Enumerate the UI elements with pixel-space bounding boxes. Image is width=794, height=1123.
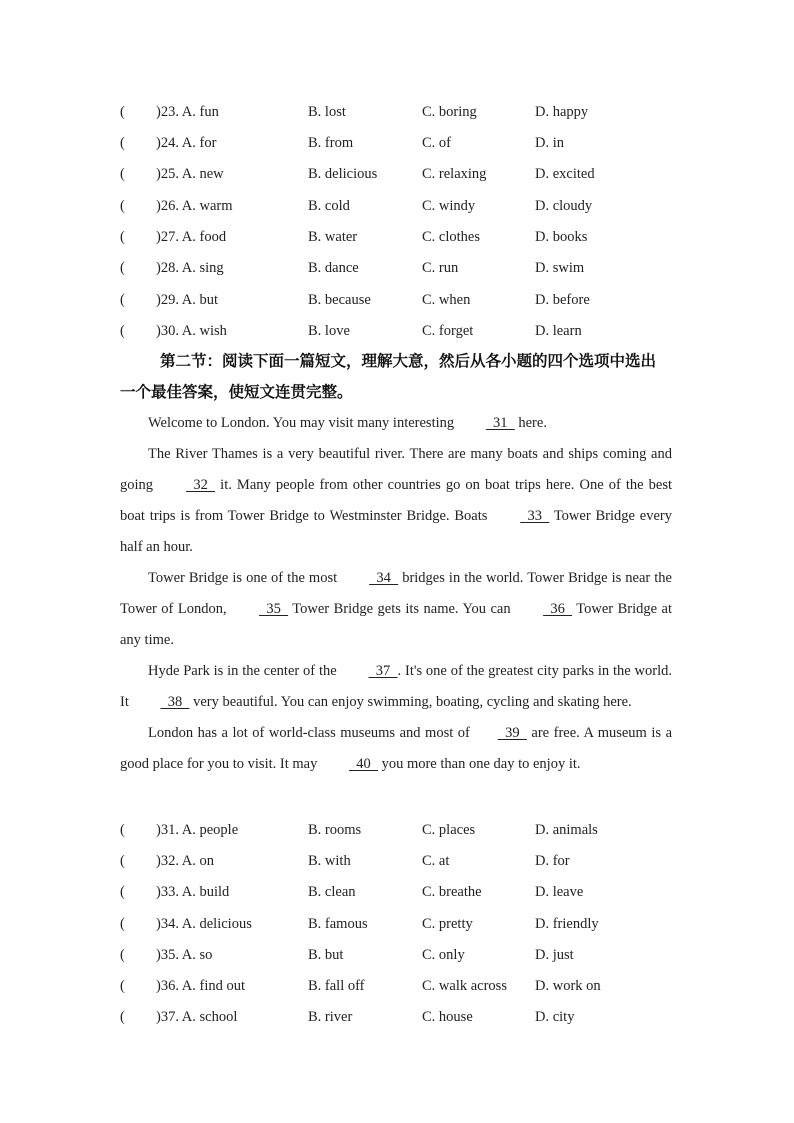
option-b: B. famous [308,916,368,932]
option-a: )24. A. for [156,135,217,151]
blank-40: 40 [348,756,378,772]
passage-text: Tower Bridge is one of the most [148,570,342,586]
passage-text: The River Thames is a very beautiful river. There are many boats and ships coming and going [120,446,672,493]
option-c: C. forget [422,323,474,339]
answer-paren: ( [120,292,125,308]
option-d: D. work on [535,978,601,994]
option-c: C. boring [422,104,477,120]
passage [120,408,672,780]
option-a: )35. A. so [156,947,213,963]
option-d: D. books [535,229,588,245]
option-a: )33. A. build [156,884,230,900]
section-heading-line-2: 一个最佳答案，使短文连贯完整。 [120,383,353,401]
blank-33: 33 [520,508,550,524]
blank-32: 32 [186,477,216,493]
option-b: B. lost [308,104,346,120]
passage-text: Tower Bridge at any time. [120,601,672,648]
passage-text: Tower Bridge every half an hour. [120,508,672,555]
passage-paragraph-3 [120,563,672,656]
answer-paren: ( [120,978,125,994]
answer-paren: ( [120,135,125,151]
option-c: C. at [422,853,450,869]
answer-paren: ( [120,916,125,932]
passage-text: very beautiful. You can enjoy swimming, boating, cycling and skating here. [189,694,632,710]
blank-31: 31 [485,415,515,431]
answer-paren: ( [120,260,125,276]
passage-text: you more than one day to enjoy it. [377,756,581,772]
option-c: C. of [422,135,451,151]
option-a: )28. A. sing [156,260,224,276]
passage-text: are free. A museum is a good place for you to visit. It may [120,725,673,772]
option-a: )36. A. find out [156,978,246,994]
option-c: C. run [422,260,459,276]
passage-paragraph-1 [120,408,672,439]
option-a: )26. A. warm [156,198,233,214]
answer-paren: ( [120,822,125,838]
option-b: B. cold [308,198,350,214]
option-d: D. leave [535,884,584,900]
passage-text: . It's one of the greatest city parks in the world. It [120,663,673,710]
option-a: )31. A. people [156,822,239,838]
option-c: C. windy [422,198,476,214]
option-b: B. clean [308,884,356,900]
option-c: C. when [422,292,471,308]
passage-text: bridges in the world. Tower Bridge is near the Tower of London, [120,570,672,617]
option-a: )27. A. food [156,229,227,245]
option-d: D. for [535,853,570,869]
option-c: C. places [422,822,476,838]
blank-39: 39 [497,725,527,741]
option-d: D. cloudy [535,198,593,214]
answer-paren: ( [120,884,125,900]
option-c: C. only [422,947,465,963]
option-a: )37. A. school [156,1009,238,1025]
passage-text: Welcome to London. You may visit many interesting [148,415,458,431]
passage-text: Tower Bridge gets its name. You can [288,601,516,617]
option-d: D. in [535,135,564,151]
answer-paren: ( [120,166,125,182]
passage-paragraph-5 [120,718,672,780]
option-d: D. swim [535,260,585,276]
option-a: )34. A. delicious [156,916,252,932]
answer-paren: ( [120,323,125,339]
option-c: C. pretty [422,916,473,932]
option-b: B. love [308,323,350,339]
option-b: B. river [308,1009,353,1025]
option-c: C. relaxing [422,166,487,182]
blank-38: 38 [160,694,190,710]
answer-paren: ( [120,198,125,214]
answer-paren: ( [120,229,125,245]
option-b: B. fall off [308,978,365,994]
option-d: D. excited [535,166,595,182]
answer-paren: ( [120,104,125,120]
option-b: B. but [308,947,344,963]
option-c: C. clothes [422,229,480,245]
option-c: C. breathe [422,884,482,900]
option-d: D. just [535,947,574,963]
option-a: )29. A. but [156,292,219,308]
option-b: B. because [308,292,371,308]
option-b: B. dance [308,260,359,276]
blank-34: 34 [369,570,399,586]
option-b: B. water [308,229,358,245]
passage-text: Hyde Park is in the center of the [148,663,341,679]
blank-36: 36 [543,601,573,617]
option-c: C. house [422,1009,473,1025]
passage-text: London has a lot of world-class museums and most of [148,725,470,741]
passage-paragraph-2 [120,439,672,563]
answer-paren: ( [120,853,125,869]
option-a: )23. A. fun [156,104,219,120]
passage-text: it. Many people from other countries go on boat trips here. One of the best boat trips is from Tower Bridge to Westminster Bridge. Boats [120,477,673,524]
section-heading-line-1: 第二节：阅读下面一篇短文，理解大意，然后从各小题的四个选项中选出 [160,352,657,370]
option-d: D. city [535,1009,575,1025]
answer-paren: ( [120,947,125,963]
option-b: B. with [308,853,351,869]
passage-paragraph-4 [120,656,672,718]
option-b: B. delicious [308,166,378,182]
blank-37: 37 [368,663,398,679]
option-a: )25. A. new [156,166,224,182]
option-a: )30. A. wish [156,323,227,339]
option-d: D. before [535,292,590,308]
option-b: B. from [308,135,354,151]
answer-paren: ( [120,1009,125,1025]
section-heading [120,346,675,408]
blank-35: 35 [259,601,289,617]
option-c: C. walk across [422,978,507,994]
option-a: )32. A. on [156,853,214,869]
option-d: D. animals [535,822,598,838]
passage-text: here. [514,415,547,431]
option-d: D. friendly [535,916,599,932]
option-d: D. learn [535,323,582,339]
option-d: D. happy [535,104,589,120]
option-b: B. rooms [308,822,362,838]
